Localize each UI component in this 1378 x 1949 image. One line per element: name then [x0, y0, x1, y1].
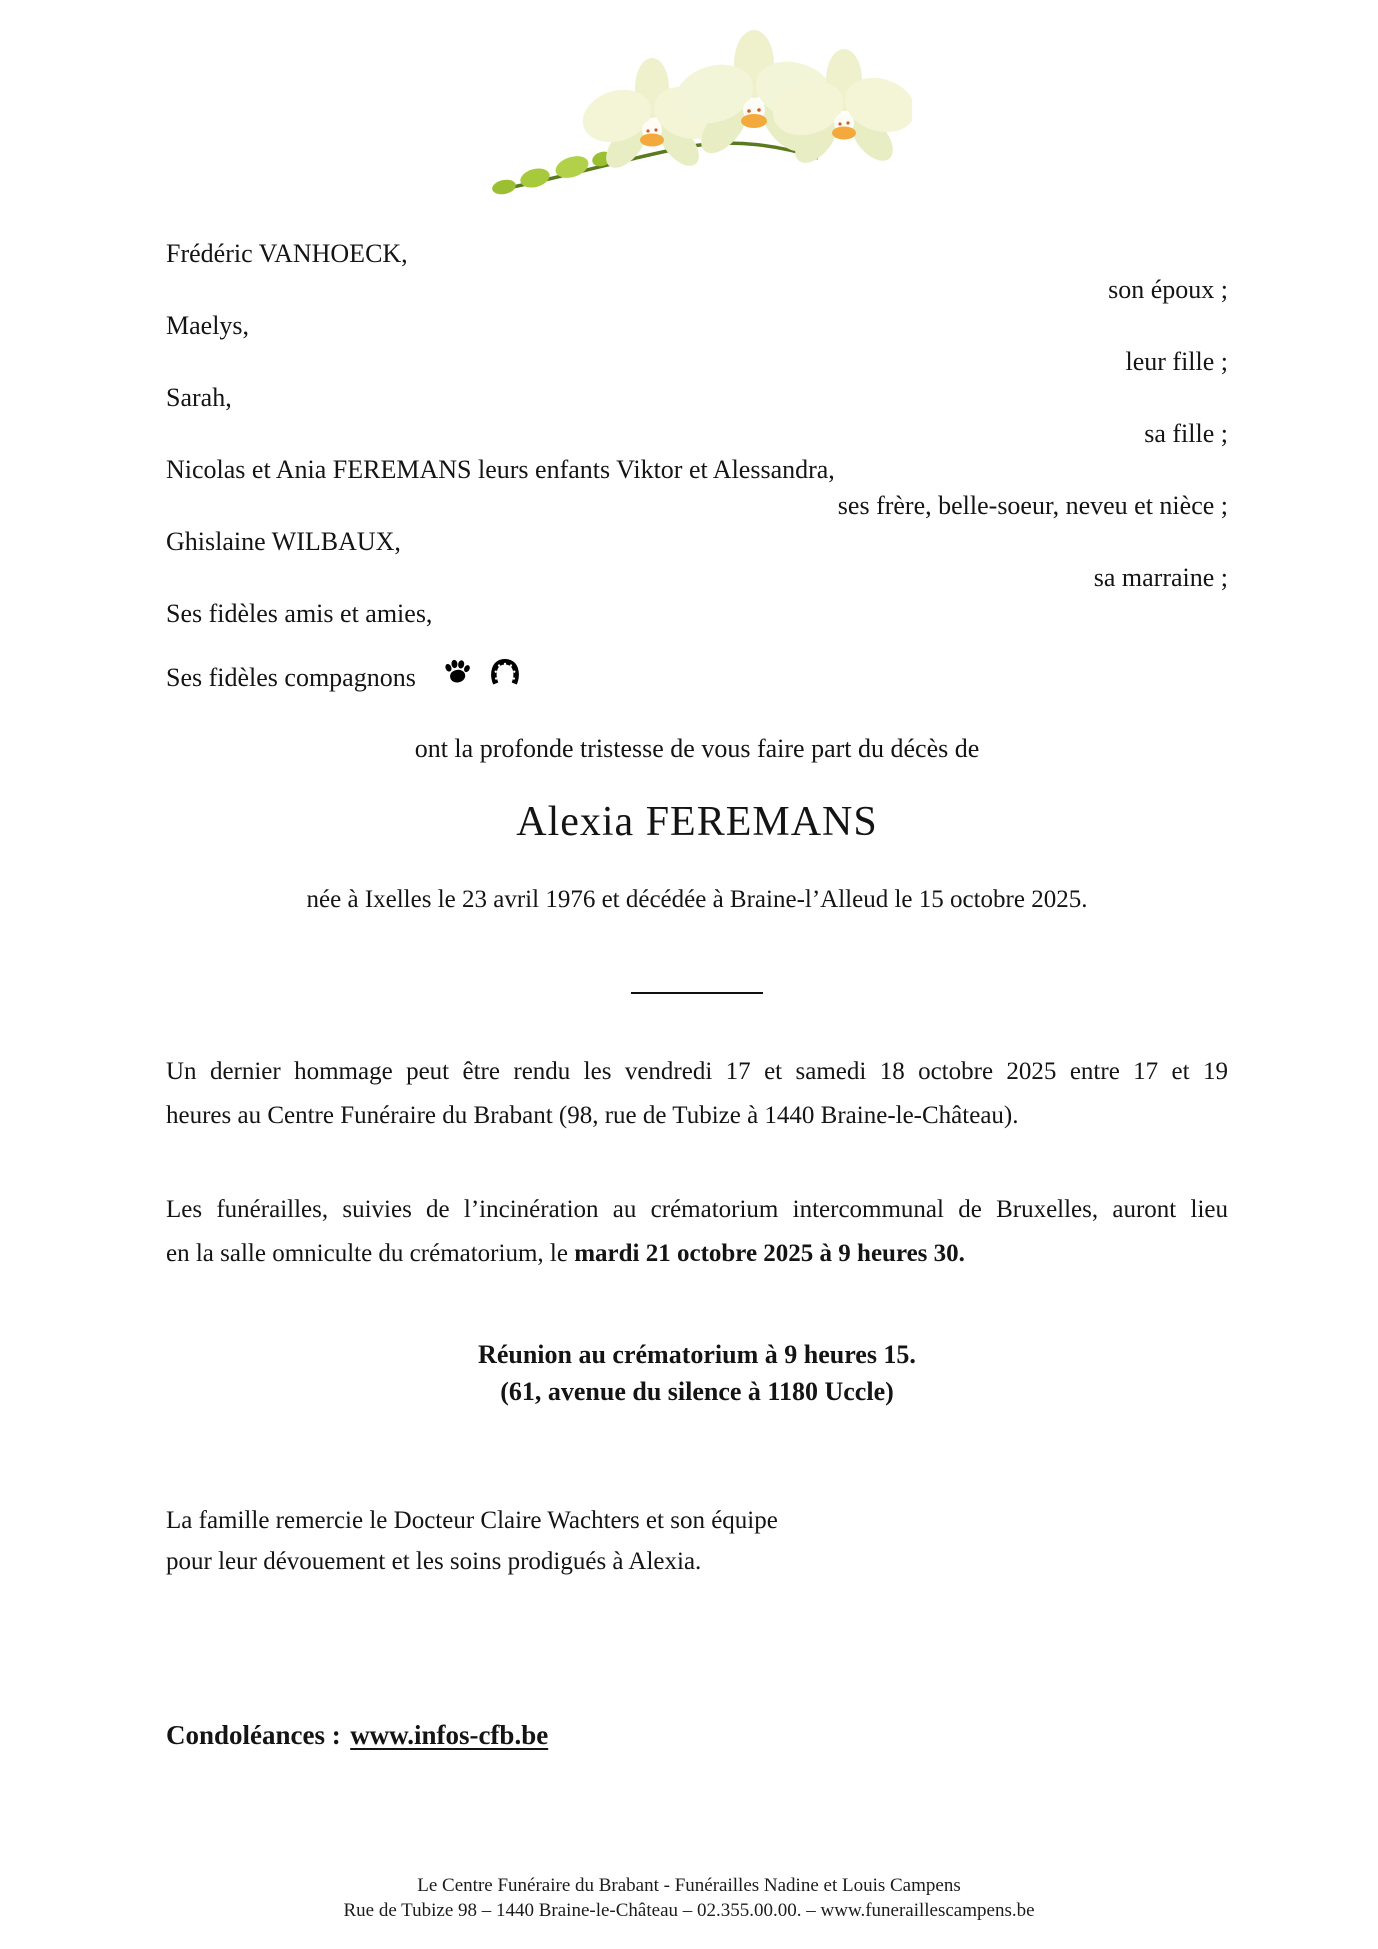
funeral-line-normal: en la salle omniculte du crématorium, le	[166, 1240, 575, 1267]
thanks-line: pour leur dévouement et les soins prodigués à Alexia.	[166, 1548, 702, 1575]
funeral-datetime: mardi 21 octobre 2025 à 9 heures 30.	[574, 1240, 965, 1267]
family-member-name: Ses fidèles amis et amies,	[166, 599, 433, 628]
family-relation: sa fille ;	[1144, 419, 1228, 448]
thanks-paragraph	[166, 1500, 1228, 1582]
family-relation: son époux ;	[1108, 275, 1228, 304]
condolences-block	[166, 1720, 1228, 1751]
family-member-name: Frédéric VANHOECK,	[166, 239, 408, 268]
family-member-name: Nicolas et Ania FEREMANS leurs enfants Viktor et Alessandra,	[166, 455, 835, 484]
horseshoe-icon	[489, 656, 521, 698]
family-relation: sa marraine ;	[1093, 563, 1228, 592]
viewing-paragraph	[166, 1050, 1228, 1138]
family-member-name: Ses fidèles compagnons	[166, 663, 416, 692]
reunion-time: Réunion au crématorium à 9 heures 15.	[478, 1340, 916, 1369]
condolences-label: Condoléances :	[166, 1720, 341, 1750]
family-member-name: Maelys,	[166, 311, 250, 340]
section-divider	[631, 992, 763, 994]
reunion-address: (61, avenue du silence à 1180 Uccle)	[500, 1377, 894, 1406]
announcement-intro: ont la profonde tristesse de vous faire part du décès de	[414, 734, 980, 763]
footer-address-line: Rue de Tubize 98 – 1440 Braine-le-Château – 02.355.00.00. – www.funeraillescampens.be	[343, 1900, 1035, 1921]
reunion-block	[166, 1336, 1228, 1410]
family-member-companions	[166, 658, 1228, 698]
thanks-line: La famille remercie le Docteur Claire Wachters et son équipe	[166, 1507, 778, 1534]
funeral-home-footer	[0, 1873, 1378, 1923]
funeral-paragraph	[166, 1188, 1228, 1276]
paw-print-icon	[442, 657, 472, 697]
viewing-line: heures au Centre Funéraire du Brabant (98, rue de Tubize à 1440 Braine-le-Château).	[166, 1102, 1019, 1129]
condolences-link[interactable]: www.infos-cfb.be	[350, 1720, 549, 1750]
funeral-line: Les funérailles, suivies de l’incinération au crématorium intercommunal de Bruxelles, auront lieu	[166, 1196, 1228, 1223]
life-dates: née à Ixelles le 23 avril 1976 et décédée à Braine-l’Alleud le 15 octobre 2025.	[306, 886, 1088, 913]
family-relation: ses frère, belle-soeur, neveu et nièce ;	[837, 491, 1228, 520]
deceased-name: Alexia FEREMANS	[516, 799, 878, 845]
funeral-line	[166, 1232, 1228, 1276]
family-relation: leur fille ;	[1125, 347, 1228, 376]
family-member-name: Sarah,	[166, 383, 232, 412]
family-member-name: Ghislaine WILBAUX,	[166, 527, 401, 556]
viewing-line: Un dernier hommage peut être rendu les vendredi 17 et samedi 18 octobre 2025 entre 17 et 19	[166, 1058, 1228, 1085]
footer-company-line: Le Centre Funéraire du Brabant - Funérailles Nadine et Louis Campens	[417, 1875, 961, 1896]
orchid-spray-image	[482, 28, 912, 214]
family-list	[166, 236, 1228, 698]
